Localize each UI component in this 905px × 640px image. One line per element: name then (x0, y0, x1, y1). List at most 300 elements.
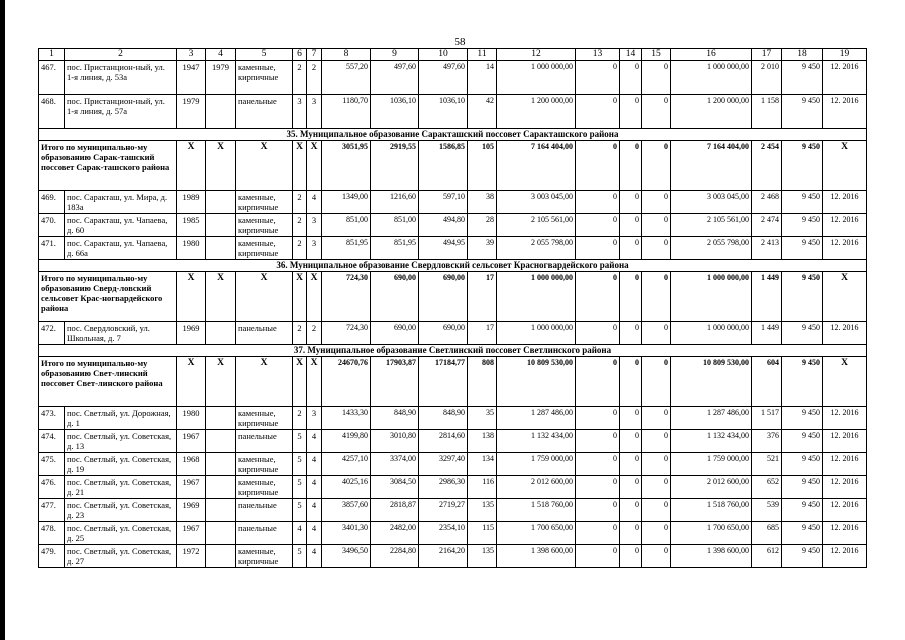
subtotal-cell: 17184,77 (419, 357, 468, 407)
table-cell: 1 287 486,00 (671, 407, 752, 430)
table-cell: панельные (236, 522, 293, 545)
table-cell: 9 450 (782, 453, 823, 476)
table-cell: 0 (576, 522, 620, 545)
table-cell: 9 450 (782, 499, 823, 522)
table-cell: 1 000 000,00 (671, 322, 752, 345)
subtotal-cell: X (307, 357, 322, 407)
table-cell: 2 010 (752, 61, 782, 95)
table-cell: 1967 (177, 476, 206, 499)
table-cell: 0 (642, 95, 671, 129)
table-cell: 0 (620, 430, 642, 453)
table-cell: 5 (293, 499, 307, 522)
table-cell: 1 398 600,00 (497, 545, 576, 568)
table-cell: пос. Светлый, ул. Советская, д. 27 (65, 545, 177, 568)
subtotal-cell: 0 (620, 141, 642, 191)
table-cell: каменные, кирпичные (236, 61, 293, 95)
table-cell: 494,95 (419, 237, 468, 260)
table-cell: 138 (468, 430, 497, 453)
table-cell: 0 (576, 95, 620, 129)
table-cell: 851,00 (371, 214, 419, 237)
table-cell: 12. 2016 (823, 453, 867, 476)
table-cell: 376 (752, 430, 782, 453)
table-cell: 1 200 000,00 (497, 95, 576, 129)
column-header: 4 (206, 49, 236, 61)
subtotal-cell: 1 000 000,00 (671, 272, 752, 322)
column-header: 16 (671, 49, 752, 61)
table-row (39, 522, 867, 545)
column-header: 7 (307, 49, 322, 61)
table-row (39, 237, 867, 260)
table-row (39, 476, 867, 499)
table-cell: 557,20 (322, 61, 371, 95)
table-cell: 35 (468, 407, 497, 430)
table-cell (206, 237, 236, 260)
table-cell: 4 (307, 430, 322, 453)
subtotal-cell: X (206, 141, 236, 191)
subtotal-cell: X (236, 272, 293, 322)
table-cell: 4 (293, 522, 307, 545)
table-cell: 1 517 (752, 407, 782, 430)
table-cell: 1 132 434,00 (671, 430, 752, 453)
table-cell: 2818,87 (371, 499, 419, 522)
table-cell: 0 (620, 214, 642, 237)
table-cell: 848,90 (371, 407, 419, 430)
table-cell: 475. (39, 453, 65, 476)
subtotal-cell: 2 454 (752, 141, 782, 191)
subtotal-row (39, 357, 867, 407)
table-cell: 1969 (177, 322, 206, 345)
table-body (39, 49, 867, 568)
table-cell: 1 759 000,00 (671, 453, 752, 476)
table-cell: 0 (642, 476, 671, 499)
table-cell: 9 450 (782, 237, 823, 260)
table-cell: 1 000 000,00 (497, 322, 576, 345)
subtotal-cell: 2919,55 (371, 141, 419, 191)
table-cell: 4 (307, 453, 322, 476)
table-cell: 12. 2016 (823, 191, 867, 214)
table-cell: пос. Светлый, ул. Советская, д. 21 (65, 476, 177, 499)
subtotal-cell: 808 (468, 357, 497, 407)
table-cell: 0 (576, 545, 620, 568)
table-cell: 1 158 (752, 95, 782, 129)
table-row (39, 214, 867, 237)
table-row (39, 95, 867, 129)
subtotal-cell: X (823, 357, 867, 407)
table-cell: каменные, кирпичные (236, 191, 293, 214)
table-cell: 5 (293, 453, 307, 476)
table-cell: 851,95 (322, 237, 371, 260)
table-cell: панельные (236, 430, 293, 453)
table-cell: 9 450 (782, 191, 823, 214)
table-row (39, 499, 867, 522)
subtotal-cell: 0 (642, 272, 671, 322)
column-header: 10 (419, 49, 468, 61)
table-cell: 12. 2016 (823, 61, 867, 95)
table-cell: 2 (307, 322, 322, 345)
table-cell: 12. 2016 (823, 322, 867, 345)
table-cell: 3 (307, 237, 322, 260)
subtotal-cell: 0 (576, 272, 620, 322)
table-cell: 472. (39, 322, 65, 345)
table-cell: 2284,80 (371, 545, 419, 568)
table-cell (206, 453, 236, 476)
subtotal-row (39, 141, 867, 191)
table-row (39, 407, 867, 430)
subtotal-cell: X (307, 141, 322, 191)
page-number: 58 (454, 36, 466, 48)
subtotal-cell: 690,00 (419, 272, 468, 322)
column-header: 11 (468, 49, 497, 61)
table-cell: 5 (293, 430, 307, 453)
table-cell: 476. (39, 476, 65, 499)
table-cell: 3 (293, 95, 307, 129)
table-cell: 497,60 (371, 61, 419, 95)
table-cell: 0 (642, 191, 671, 214)
table-cell: 0 (620, 322, 642, 345)
table-cell: 473. (39, 407, 65, 430)
table-cell: 1036,10 (371, 95, 419, 129)
table-cell (206, 95, 236, 129)
subtotal-cell: X (293, 141, 307, 191)
subtotal-cell: X (177, 357, 206, 407)
subtotal-cell: 24670,76 (322, 357, 371, 407)
table-cell: пос. Пристанцион-ный, ул. 1-я линия, д. 57а (65, 95, 177, 129)
table-cell: 2 413 (752, 237, 782, 260)
table-cell: 685 (752, 522, 782, 545)
table-cell: 2814,60 (419, 430, 468, 453)
table-cell: 467. (39, 61, 65, 95)
table-row (39, 191, 867, 214)
housing-program-table (38, 48, 867, 568)
subtotal-cell: 724,30 (322, 272, 371, 322)
table-cell: 539 (752, 499, 782, 522)
column-header: 15 (642, 49, 671, 61)
column-header: 2 (65, 49, 177, 61)
column-header: 14 (620, 49, 642, 61)
table-cell: 1969 (177, 499, 206, 522)
table-cell: 12. 2016 (823, 545, 867, 568)
table-cell: 0 (620, 237, 642, 260)
subtotal-cell: X (823, 272, 867, 322)
subtotal-cell: 0 (576, 357, 620, 407)
table-cell (206, 476, 236, 499)
table-cell: 3857,60 (322, 499, 371, 522)
subtotal-cell: 105 (468, 141, 497, 191)
table-cell: 2 (293, 407, 307, 430)
table-cell: 9 450 (782, 214, 823, 237)
subtotal-cell: 7 164 404,00 (671, 141, 752, 191)
table-cell: 9 450 (782, 61, 823, 95)
subtotal-cell: X (206, 357, 236, 407)
table-cell: 4 (307, 191, 322, 214)
table-cell: 0 (576, 237, 620, 260)
table-cell: 468. (39, 95, 65, 129)
table-cell: 0 (576, 61, 620, 95)
table-cell: 0 (576, 453, 620, 476)
subtotal-cell: 0 (620, 357, 642, 407)
table-cell (206, 322, 236, 345)
table-cell: 521 (752, 453, 782, 476)
column-header: 9 (371, 49, 419, 61)
table-cell: 2 105 561,00 (497, 214, 576, 237)
table-cell: 0 (642, 430, 671, 453)
table-cell: 12. 2016 (823, 522, 867, 545)
table-cell: 3 (307, 95, 322, 129)
table-cell: 9 450 (782, 430, 823, 453)
table-cell: панельные (236, 499, 293, 522)
table-cell: 0 (620, 95, 642, 129)
table-cell: 3 (307, 214, 322, 237)
table-cell: 0 (620, 453, 642, 476)
subtotal-cell: 9 450 (782, 141, 823, 191)
table-cell: 494,80 (419, 214, 468, 237)
table-cell: пос. Саракташ, ул. Мира, д. 183а (65, 191, 177, 214)
table-cell: 1349,00 (322, 191, 371, 214)
table-cell: 12. 2016 (823, 237, 867, 260)
table-cell: каменные, кирпичные (236, 214, 293, 237)
subtotal-row (39, 272, 867, 322)
table-cell: 0 (620, 522, 642, 545)
subtotal-cell: 0 (642, 141, 671, 191)
table-cell: 12. 2016 (823, 95, 867, 129)
subtotal-cell: 604 (752, 357, 782, 407)
subtotal-cell: 690,00 (371, 272, 419, 322)
table-cell: 0 (642, 499, 671, 522)
table-cell: 0 (620, 499, 642, 522)
table-cell: 2 105 561,00 (671, 214, 752, 237)
table-cell: 1 759 000,00 (497, 453, 576, 476)
table-cell: пос. Свердловский, ул. Школьная, д. 7 (65, 322, 177, 345)
table-cell: 1980 (177, 407, 206, 430)
table-cell: 477. (39, 499, 65, 522)
table-cell: 1989 (177, 191, 206, 214)
subtotal-cell: 9 450 (782, 272, 823, 322)
column-header: 1 (39, 49, 65, 61)
table-cell: каменные, кирпичные (236, 476, 293, 499)
table-cell: 2 012 600,00 (497, 476, 576, 499)
subtotal-cell: 0 (642, 357, 671, 407)
table-cell: 2 012 600,00 (671, 476, 752, 499)
table-cell: 0 (576, 214, 620, 237)
column-header: 8 (322, 49, 371, 61)
subtotal-cell: 10 809 530,00 (497, 357, 576, 407)
table-cell: пос. Светлый, ул. Советская, д. 25 (65, 522, 177, 545)
table-cell: 724,30 (322, 322, 371, 345)
table-cell (206, 214, 236, 237)
table-cell: 12. 2016 (823, 407, 867, 430)
table-cell: 4199,80 (322, 430, 371, 453)
subtotal-cell: 1586,85 (419, 141, 468, 191)
table-row (39, 61, 867, 95)
subtotal-cell: 1 000 000,00 (497, 272, 576, 322)
table-cell: 116 (468, 476, 497, 499)
subtotal-cell: X (307, 272, 322, 322)
table-cell: 0 (620, 61, 642, 95)
table-cell: 851,95 (371, 237, 419, 260)
table-cell: 134 (468, 453, 497, 476)
subtotal-label: Итого по муниципально-му образованию Свет-линский поссовет Свет-линского района (39, 357, 177, 407)
table-cell: 0 (576, 430, 620, 453)
subtotal-cell: X (823, 141, 867, 191)
table-cell: 4025,16 (322, 476, 371, 499)
table-cell: 0 (576, 322, 620, 345)
table-cell: пос. Светлый, ул. Дорожная, д. 1 (65, 407, 177, 430)
table-cell: 690,00 (371, 322, 419, 345)
table-cell: 2719,27 (419, 499, 468, 522)
table-cell: 28 (468, 214, 497, 237)
table-cell: 470. (39, 214, 65, 237)
table-cell: 1 518 760,00 (671, 499, 752, 522)
column-header: 12 (497, 49, 576, 61)
table-cell: 1967 (177, 522, 206, 545)
table-cell: 9 450 (782, 95, 823, 129)
table-cell: 2 055 798,00 (497, 237, 576, 260)
table-cell: 0 (620, 191, 642, 214)
table-cell: 12. 2016 (823, 430, 867, 453)
table-cell: 4257,10 (322, 453, 371, 476)
column-header: 5 (236, 49, 293, 61)
table-cell: 0 (642, 214, 671, 237)
table-cell: 1 132 434,00 (497, 430, 576, 453)
table-cell (206, 499, 236, 522)
table-cell: 2164,20 (419, 545, 468, 568)
subtotal-cell: 10 809 530,00 (671, 357, 752, 407)
subtotal-cell: X (236, 357, 293, 407)
table-cell: 1979 (206, 61, 236, 95)
section-title: 37. Муниципальное образование Светлинский поссовет Светлинского района (39, 345, 867, 357)
subtotal-cell: 17903,87 (371, 357, 419, 407)
table-cell: 3 003 045,00 (671, 191, 752, 214)
table-cell: 2 468 (752, 191, 782, 214)
subtotal-label: Итого по муниципально-му образованию Сарак-ташский поссовет Сарак-ташского района (39, 141, 177, 191)
table-cell: каменные, кирпичные (236, 545, 293, 568)
table-cell: 2 055 798,00 (671, 237, 752, 260)
table-cell: 14 (468, 61, 497, 95)
table-cell: 4 (307, 522, 322, 545)
table-cell: 4 (307, 476, 322, 499)
table-cell: 3401,30 (322, 522, 371, 545)
table-cell: 4 (307, 499, 322, 522)
table-cell: 3374,00 (371, 453, 419, 476)
table-cell: 0 (576, 476, 620, 499)
table-cell: 3 (307, 407, 322, 430)
table-cell: 0 (620, 476, 642, 499)
subtotal-cell: 0 (576, 141, 620, 191)
table-cell: 5 (293, 476, 307, 499)
subtotal-cell: X (293, 272, 307, 322)
column-header: 6 (293, 49, 307, 61)
table-cell: 1972 (177, 545, 206, 568)
table-cell: 1433,30 (322, 407, 371, 430)
table-cell: 0 (642, 237, 671, 260)
table-row (39, 322, 867, 345)
table-cell: 17 (468, 322, 497, 345)
table-cell: 1 518 760,00 (497, 499, 576, 522)
table-cell: 1947 (177, 61, 206, 95)
table-cell: 0 (642, 453, 671, 476)
table-cell: 1 700 650,00 (497, 522, 576, 545)
subtotal-cell: 7 164 404,00 (497, 141, 576, 191)
table-cell: пос. Пристанцион-ный, ул. 1-я линия, д. 53а (65, 61, 177, 95)
table-cell: 471. (39, 237, 65, 260)
table-cell: 2 (293, 237, 307, 260)
column-header: 17 (752, 49, 782, 61)
table-cell: 39 (468, 237, 497, 260)
table-cell: 2 (307, 61, 322, 95)
table-cell: 1 398 600,00 (671, 545, 752, 568)
table-cell (206, 522, 236, 545)
section-title: 36. Муниципальное образование Свердловский сельсовет Красногвардейского района (39, 260, 867, 272)
table-row (39, 545, 867, 568)
table-cell: пос. Светлый, ул. Советская, д. 19 (65, 453, 177, 476)
table-cell: 9 450 (782, 322, 823, 345)
table-cell: 1 000 000,00 (497, 61, 576, 95)
table-cell: панельные (236, 322, 293, 345)
section-heading-row (39, 129, 867, 141)
table-cell: 3010,80 (371, 430, 419, 453)
section-heading-row (39, 260, 867, 272)
table-cell: 1967 (177, 430, 206, 453)
table-cell: 0 (620, 545, 642, 568)
table-cell (206, 430, 236, 453)
table-cell: 1216,60 (371, 191, 419, 214)
table-cell: 3297,40 (419, 453, 468, 476)
subtotal-cell: X (206, 272, 236, 322)
table-cell: каменные, кирпичные (236, 407, 293, 430)
table-cell: 1 000 000,00 (671, 61, 752, 95)
table-cell: 1 449 (752, 322, 782, 345)
table-cell: 1180,70 (322, 95, 371, 129)
table-cell: 478. (39, 522, 65, 545)
table-cell: 9 450 (782, 522, 823, 545)
table-cell: 2986,30 (419, 476, 468, 499)
table-cell: 1980 (177, 237, 206, 260)
table-cell: 1985 (177, 214, 206, 237)
table-cell: 2 474 (752, 214, 782, 237)
table-cell: 1036,10 (419, 95, 468, 129)
table-cell: 2 (293, 61, 307, 95)
table-cell: 9 450 (782, 407, 823, 430)
table-cell: 497,60 (419, 61, 468, 95)
table-cell: каменные, кирпичные (236, 453, 293, 476)
subtotal-cell: 17 (468, 272, 497, 322)
table-cell: 0 (576, 191, 620, 214)
table-cell: 2482,00 (371, 522, 419, 545)
table-cell: 0 (620, 407, 642, 430)
column-header: 3 (177, 49, 206, 61)
table-cell: пос. Светлый, ул. Советская, д. 13 (65, 430, 177, 453)
table-cell: 0 (642, 545, 671, 568)
table-cell: 4 (307, 545, 322, 568)
table-cell: каменные, кирпичные (236, 237, 293, 260)
table-row (39, 430, 867, 453)
column-header: 13 (576, 49, 620, 61)
table-cell: панельные (236, 95, 293, 129)
table-cell: 38 (468, 191, 497, 214)
page-edge-bar (0, 0, 5, 640)
table-cell: 1968 (177, 453, 206, 476)
table-cell: 597,10 (419, 191, 468, 214)
subtotal-cell: 3051,95 (322, 141, 371, 191)
column-header: 18 (782, 49, 823, 61)
table-cell (206, 407, 236, 430)
table-cell: 0 (576, 499, 620, 522)
subtotal-cell: X (236, 141, 293, 191)
table-cell: 469. (39, 191, 65, 214)
section-heading-row (39, 345, 867, 357)
table-cell (206, 545, 236, 568)
table-cell: 12. 2016 (823, 499, 867, 522)
